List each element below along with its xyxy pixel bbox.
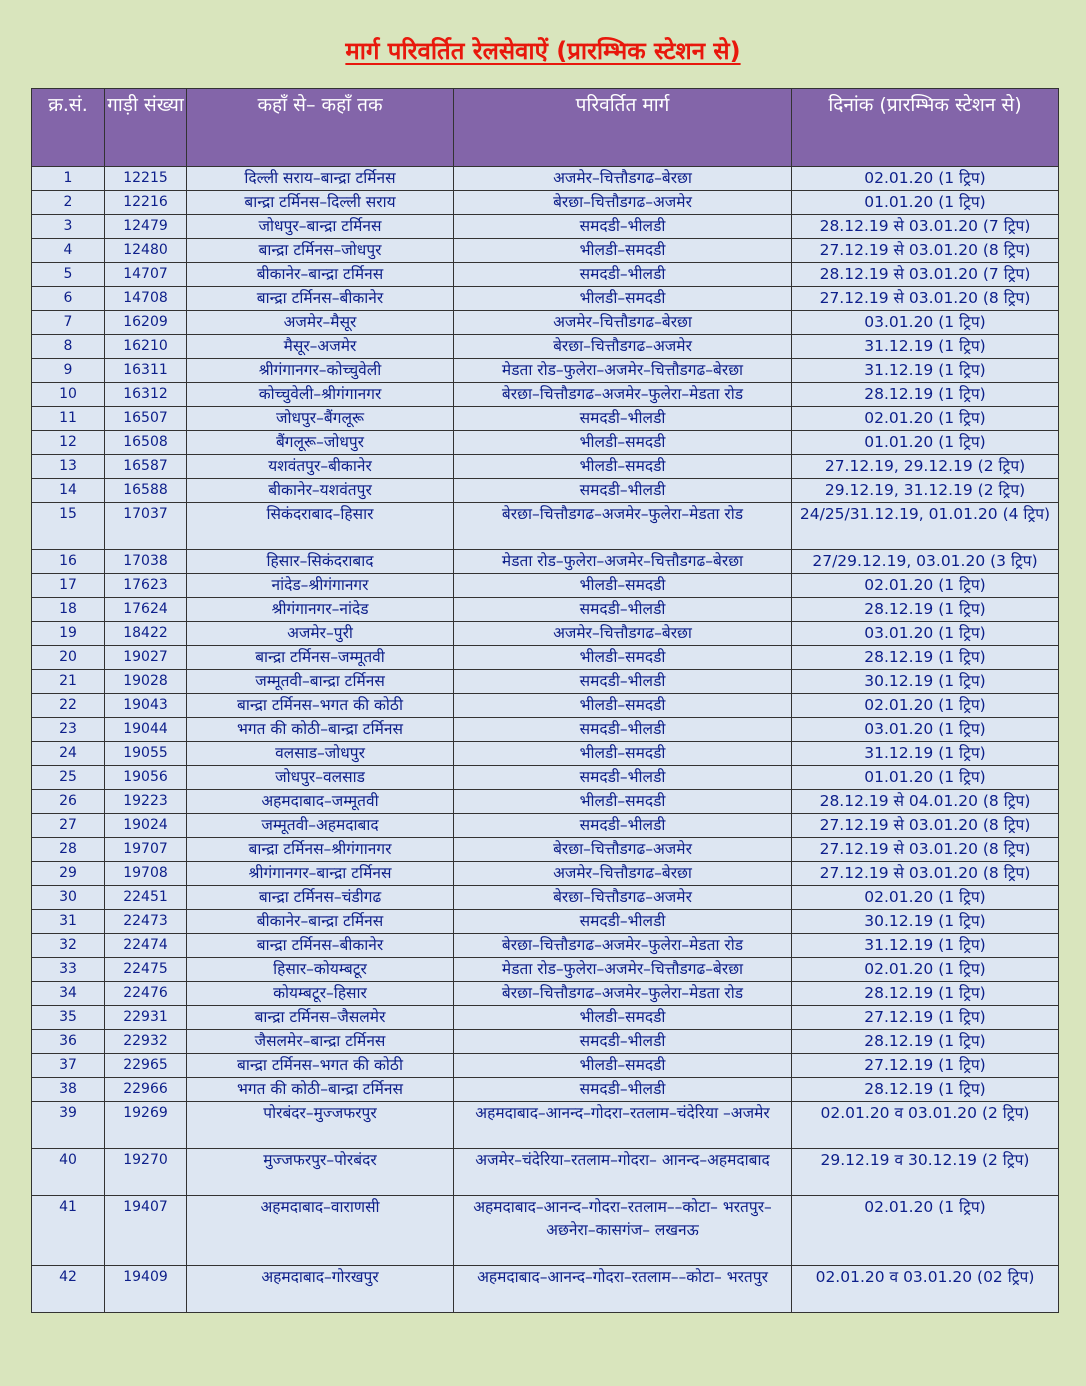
cell-from-to: जोधपुर–बान्द्रा टर्मिनस — [187, 215, 454, 239]
cell-sn: 27 — [32, 814, 105, 838]
cell-from-to: जैसलमेर–बान्द्रा टर्मिनस — [187, 1030, 454, 1054]
cell-date: 28.12.19 (1 ट्रिप) — [792, 598, 1059, 622]
cell-date: 01.01.20 (1 ट्रिप) — [792, 766, 1059, 790]
cell-from-to: जम्मूतवी–अहमदाबाद — [187, 814, 454, 838]
cell-route: समदडी–भीलडी — [454, 1030, 792, 1054]
cell-sn: 32 — [32, 934, 105, 958]
cell-sn: 24 — [32, 742, 105, 766]
cell-date: 31.12.19 (1 ट्रिप) — [792, 335, 1059, 359]
cell-route: समदडी–भीलडी — [454, 479, 792, 503]
header-sn: क्र.सं. — [32, 89, 105, 167]
cell-train-no: 19407 — [105, 1196, 187, 1266]
cell-date: 29.12.19, 31.12.19 (2 ट्रिप) — [792, 479, 1059, 503]
cell-date: 02.01.20 (1 ट्रिप) — [792, 167, 1059, 191]
cell-from-to: भगत की कोठी–बान्द्रा टर्मिनस — [187, 718, 454, 742]
cell-sn: 11 — [32, 407, 105, 431]
cell-sn: 35 — [32, 1006, 105, 1030]
cell-from-to: बान्द्रा टर्मिनस–श्रीगंगानगर — [187, 838, 454, 862]
cell-train-no: 22932 — [105, 1030, 187, 1054]
cell-from-to: कोच्चुवेली–श्रीगंगानगर — [187, 383, 454, 407]
cell-sn: 14 — [32, 479, 105, 503]
cell-date: 28.12.19 (1 ट्रिप) — [792, 982, 1059, 1006]
cell-train-no: 12215 — [105, 167, 187, 191]
cell-route: समदडी–भीलडी — [454, 814, 792, 838]
cell-route: अजमेर–चित्तौडगढ–बेरछा — [454, 311, 792, 335]
cell-from-to: सिकंदराबाद–हिसार — [187, 503, 454, 550]
table-row — [32, 1196, 1059, 1266]
cell-sn: 6 — [32, 287, 105, 311]
cell-date: 02.01.20 (1 ट्रिप) — [792, 407, 1059, 431]
table-row — [32, 239, 1059, 263]
table-header-row — [32, 89, 1059, 167]
cell-route: अजमेर–चित्तौडगढ–बेरछा — [454, 622, 792, 646]
cell-date: 29.12.19 व 30.12.19 (2 ट्रिप) — [792, 1149, 1059, 1196]
cell-date: 28.12.19 (1 ट्रिप) — [792, 1030, 1059, 1054]
cell-route: मेडता रोड–फुलेरा–अजमेर–चित्तौडगढ–बेरछा — [454, 958, 792, 982]
cell-date: 31.12.19 (1 ट्रिप) — [792, 742, 1059, 766]
cell-date: 02.01.20 व 03.01.20 (02 ट्रिप) — [792, 1266, 1059, 1313]
cell-route: बेरछा–चित्तौडगढ–अजमेर–फुलेरा–मेडता रोड — [454, 982, 792, 1006]
cell-train-no: 19223 — [105, 790, 187, 814]
cell-sn: 7 — [32, 311, 105, 335]
cell-route: भीलडी–समदडी — [454, 694, 792, 718]
cell-train-no: 16588 — [105, 479, 187, 503]
cell-route: भीलडी–समदडी — [454, 646, 792, 670]
cell-from-to: अजमेर–मैसूर — [187, 311, 454, 335]
cell-date: 02.01.20 व 03.01.20 (2 ट्रिप) — [792, 1102, 1059, 1149]
table-row — [32, 383, 1059, 407]
table-row — [32, 287, 1059, 311]
cell-train-no: 17038 — [105, 550, 187, 574]
table-row — [32, 694, 1059, 718]
cell-from-to: अजमेर–पुरी — [187, 622, 454, 646]
cell-train-no: 12479 — [105, 215, 187, 239]
cell-date: 28.12.19 (1 ट्रिप) — [792, 1078, 1059, 1102]
header-route: परिवर्तित मार्ग — [454, 89, 792, 167]
cell-route: बेरछा–चित्तौडगढ–अजमेर — [454, 191, 792, 215]
cell-sn: 20 — [32, 646, 105, 670]
cell-from-to: बैंगलूरू–जोधपुर — [187, 431, 454, 455]
cell-date: 27.12.19 से 03.01.20 (8 ट्रिप) — [792, 287, 1059, 311]
cell-sn: 41 — [32, 1196, 105, 1266]
cell-route: भीलडी–समदडी — [454, 1006, 792, 1030]
cell-train-no: 17623 — [105, 574, 187, 598]
cell-from-to: मैसूर–अजमेर — [187, 335, 454, 359]
cell-sn: 13 — [32, 455, 105, 479]
cell-train-no: 17037 — [105, 503, 187, 550]
table-row — [32, 1030, 1059, 1054]
cell-date: 30.12.19 (1 ट्रिप) — [792, 910, 1059, 934]
cell-train-no: 19707 — [105, 838, 187, 862]
cell-sn: 16 — [32, 550, 105, 574]
cell-date: 01.01.20 (1 ट्रिप) — [792, 191, 1059, 215]
table-row — [32, 1102, 1059, 1149]
cell-train-no: 16507 — [105, 407, 187, 431]
cell-route: बेरछा–चित्तौडगढ–अजमेर–फुलेरा–मेडता रोड — [454, 934, 792, 958]
cell-sn: 25 — [32, 766, 105, 790]
cell-route: समदडी–भीलडी — [454, 766, 792, 790]
table-row — [32, 479, 1059, 503]
cell-from-to: बान्द्रा टर्मिनस–जैसलमेर — [187, 1006, 454, 1030]
cell-date: 02.01.20 (1 ट्रिप) — [792, 574, 1059, 598]
cell-date: 27.12.19 से 03.01.20 (8 ट्रिप) — [792, 239, 1059, 263]
cell-from-to: अहमदाबाद–जम्मूतवी — [187, 790, 454, 814]
cell-from-to: जम्मूतवी–बान्द्रा टर्मिनस — [187, 670, 454, 694]
cell-date: 01.01.20 (1 ट्रिप) — [792, 431, 1059, 455]
cell-date: 03.01.20 (1 ट्रिप) — [792, 311, 1059, 335]
cell-route: बेरछा–चित्तौडगढ–अजमेर–फुलेरा–मेडता रोड — [454, 383, 792, 407]
cell-from-to: अहमदाबाद–गोरखपुर — [187, 1266, 454, 1313]
table-row — [32, 790, 1059, 814]
cell-sn: 17 — [32, 574, 105, 598]
cell-from-to: नांदेड–श्रीगंगानगर — [187, 574, 454, 598]
cell-route: समदडी–भीलडी — [454, 1078, 792, 1102]
cell-sn: 2 — [32, 191, 105, 215]
cell-train-no: 19708 — [105, 862, 187, 886]
cell-sn: 9 — [32, 359, 105, 383]
cell-from-to: भगत की कोठी–बान्द्रा टर्मिनस — [187, 1078, 454, 1102]
cell-route: अहमदाबाद–आनन्द–गोदरा–रतलाम––कोटा– भरतपुर–अछनेरा–कासगंज– लखनऊ — [454, 1196, 792, 1266]
cell-train-no: 19044 — [105, 718, 187, 742]
table-row — [32, 550, 1059, 574]
cell-sn: 1 — [32, 167, 105, 191]
cell-from-to: बान्द्रा टर्मिनस–जोधपुर — [187, 239, 454, 263]
cell-date: 27.12.19 से 03.01.20 (8 ट्रिप) — [792, 862, 1059, 886]
cell-date: 28.12.19 से 04.01.20 (8 ट्रिप) — [792, 790, 1059, 814]
cell-sn: 40 — [32, 1149, 105, 1196]
page-title: मार्ग परिवर्तित रेलसेवाऐं (प्रारम्भिक स्टेशन से) — [345, 37, 741, 65]
cell-route: मेडता रोड–फुलेरा–अजमेर–चित्तौडगढ–बेरछा — [454, 550, 792, 574]
cell-from-to: बान्द्रा टर्मिनस–बीकानेर — [187, 934, 454, 958]
cell-from-to: पोरबंदर–मुज्जफरपुर — [187, 1102, 454, 1149]
cell-train-no: 18422 — [105, 622, 187, 646]
cell-sn: 23 — [32, 718, 105, 742]
cell-date: 31.12.19 (1 ट्रिप) — [792, 359, 1059, 383]
cell-from-to: अहमदाबाद–वाराणसी — [187, 1196, 454, 1266]
table-row — [32, 934, 1059, 958]
cell-from-to: बान्द्रा टर्मिनस–जम्मूतवी — [187, 646, 454, 670]
cell-sn: 19 — [32, 622, 105, 646]
cell-date: 27.12.19, 29.12.19 (2 ट्रिप) — [792, 455, 1059, 479]
cell-train-no: 19409 — [105, 1266, 187, 1313]
cell-sn: 12 — [32, 431, 105, 455]
cell-route: बेरछा–चित्तौडगढ–अजमेर–फुलेरा–मेडता रोड — [454, 503, 792, 550]
cell-from-to: बीकानेर–बान्द्रा टर्मिनस — [187, 910, 454, 934]
cell-route: भीलडी–समदडी — [454, 1054, 792, 1078]
cell-train-no: 22931 — [105, 1006, 187, 1030]
cell-route: अजमेर–चंदेरिया–रतलाम–गोदरा– आनन्द–अहमदाबाद — [454, 1149, 792, 1196]
table-row — [32, 622, 1059, 646]
cell-route: समदडी–भीलडी — [454, 407, 792, 431]
cell-from-to: बीकानेर–यशवंतपुर — [187, 479, 454, 503]
cell-date: 27/29.12.19, 03.01.20 (3 ट्रिप) — [792, 550, 1059, 574]
table-row — [32, 1006, 1059, 1030]
cell-train-no: 22474 — [105, 934, 187, 958]
cell-train-no: 14708 — [105, 287, 187, 311]
cell-train-no: 19028 — [105, 670, 187, 694]
cell-train-no: 22965 — [105, 1054, 187, 1078]
cell-train-no: 16587 — [105, 455, 187, 479]
cell-from-to: जोधपुर–वलसाड — [187, 766, 454, 790]
cell-route: भीलडी–समदडी — [454, 287, 792, 311]
cell-train-no: 19027 — [105, 646, 187, 670]
cell-sn: 8 — [32, 335, 105, 359]
cell-sn: 18 — [32, 598, 105, 622]
cell-train-no: 19055 — [105, 742, 187, 766]
table-row — [32, 191, 1059, 215]
cell-sn: 37 — [32, 1054, 105, 1078]
cell-train-no: 16209 — [105, 311, 187, 335]
cell-sn: 36 — [32, 1030, 105, 1054]
cell-train-no: 22475 — [105, 958, 187, 982]
cell-train-no: 19043 — [105, 694, 187, 718]
cell-sn: 4 — [32, 239, 105, 263]
table-row — [32, 670, 1059, 694]
cell-date: 24/25/31.12.19, 01.01.20 (4 ट्रिप) — [792, 503, 1059, 550]
cell-route: समदडी–भीलडी — [454, 670, 792, 694]
table-row — [32, 598, 1059, 622]
cell-route: समदडी–भीलडी — [454, 215, 792, 239]
table-row — [32, 263, 1059, 287]
table-row — [32, 574, 1059, 598]
cell-route: भीलडी–समदडी — [454, 790, 792, 814]
cell-train-no: 22473 — [105, 910, 187, 934]
cell-sn: 42 — [32, 1266, 105, 1313]
table-row — [32, 886, 1059, 910]
table-row — [32, 455, 1059, 479]
cell-sn: 31 — [32, 910, 105, 934]
cell-date: 28.12.19 (1 ट्रिप) — [792, 646, 1059, 670]
cell-date: 27.12.19 (1 ट्रिप) — [792, 1054, 1059, 1078]
cell-sn: 5 — [32, 263, 105, 287]
cell-sn: 29 — [32, 862, 105, 886]
table-row — [32, 982, 1059, 1006]
cell-train-no: 19270 — [105, 1149, 187, 1196]
cell-from-to: श्रीगंगानगर–बान्द्रा टर्मिनस — [187, 862, 454, 886]
cell-sn: 26 — [32, 790, 105, 814]
table-row — [32, 167, 1059, 191]
cell-sn: 33 — [32, 958, 105, 982]
cell-train-no: 16312 — [105, 383, 187, 407]
header-train-no: गाड़ी संख्या — [105, 89, 187, 167]
table-row — [32, 862, 1059, 886]
cell-date: 28.12.19 से 03.01.20 (7 ट्रिप) — [792, 263, 1059, 287]
cell-from-to: मुज्जफरपुर–पोरबंदर — [187, 1149, 454, 1196]
cell-sn: 3 — [32, 215, 105, 239]
cell-route: समदडी–भीलडी — [454, 718, 792, 742]
cell-route: अजमेर–चित्तौडगढ–बेरछा — [454, 862, 792, 886]
cell-train-no: 16311 — [105, 359, 187, 383]
diverted-trains-table — [31, 88, 1059, 1313]
cell-sn: 15 — [32, 503, 105, 550]
table-row — [32, 958, 1059, 982]
cell-route: समदडी–भीलडी — [454, 263, 792, 287]
cell-train-no: 12480 — [105, 239, 187, 263]
cell-date: 27.12.19 से 03.01.20 (8 ट्रिप) — [792, 838, 1059, 862]
cell-train-no: 22476 — [105, 982, 187, 1006]
cell-sn: 30 — [32, 886, 105, 910]
cell-route: अहमदाबाद–आनन्द–गोदरा–रतलाम––कोटा– भरतपुर — [454, 1266, 792, 1313]
cell-date: 30.12.19 (1 ट्रिप) — [792, 670, 1059, 694]
cell-route: अजमेर–चित्तौडगढ–बेरछा — [454, 167, 792, 191]
cell-date: 03.01.20 (1 ट्रिप) — [792, 622, 1059, 646]
table-row — [32, 215, 1059, 239]
cell-train-no: 16210 — [105, 335, 187, 359]
cell-train-no: 12216 — [105, 191, 187, 215]
cell-route: समदडी–भीलडी — [454, 910, 792, 934]
cell-train-no: 22966 — [105, 1078, 187, 1102]
cell-date: 28.12.19 से 03.01.20 (7 ट्रिप) — [792, 215, 1059, 239]
cell-from-to: बीकानेर–बान्द्रा टर्मिनस — [187, 263, 454, 287]
table-row — [32, 1266, 1059, 1313]
cell-date: 02.01.20 (1 ट्रिप) — [792, 958, 1059, 982]
cell-sn: 21 — [32, 670, 105, 694]
header-from-to: कहाँ से– कहाँ तक — [187, 89, 454, 167]
cell-sn: 34 — [32, 982, 105, 1006]
cell-sn: 39 — [32, 1102, 105, 1149]
cell-sn: 28 — [32, 838, 105, 862]
cell-route: बेरछा–चित्तौडगढ–अजमेर — [454, 838, 792, 862]
cell-date: 03.01.20 (1 ट्रिप) — [792, 718, 1059, 742]
table-row — [32, 407, 1059, 431]
cell-from-to: कोयम्बटूर–हिसार — [187, 982, 454, 1006]
cell-route: भीलडी–समदडी — [454, 239, 792, 263]
cell-sn: 22 — [32, 694, 105, 718]
cell-sn: 38 — [32, 1078, 105, 1102]
cell-from-to: बान्द्रा टर्मिनस–बीकानेर — [187, 287, 454, 311]
table-row — [32, 335, 1059, 359]
table-row — [32, 910, 1059, 934]
table-row — [32, 646, 1059, 670]
cell-route: भीलडी–समदडी — [454, 455, 792, 479]
cell-route: बेरछा–चित्तौडगढ–अजमेर — [454, 886, 792, 910]
cell-date: 02.01.20 (1 ट्रिप) — [792, 1196, 1059, 1266]
header-date: दिनांक (प्रारम्भिक स्टेशन से) — [792, 89, 1059, 167]
cell-from-to: यशवंतपुर–बीकानेर — [187, 455, 454, 479]
cell-date: 02.01.20 (1 ट्रिप) — [792, 694, 1059, 718]
table-row — [32, 431, 1059, 455]
cell-from-to: हिसार–कोयम्बटूर — [187, 958, 454, 982]
table-row — [32, 1078, 1059, 1102]
cell-route: भीलडी–समदडी — [454, 574, 792, 598]
table-row — [32, 1054, 1059, 1078]
table-row — [32, 503, 1059, 550]
table-row — [32, 742, 1059, 766]
cell-date: 27.12.19 (1 ट्रिप) — [792, 1006, 1059, 1030]
cell-sn: 10 — [32, 383, 105, 407]
table-row — [32, 311, 1059, 335]
cell-date: 28.12.19 (1 ट्रिप) — [792, 383, 1059, 407]
cell-from-to: बान्द्रा टर्मिनस–भगत की कोठी — [187, 694, 454, 718]
cell-from-to: बान्द्रा टर्मिनस–भगत की कोठी — [187, 1054, 454, 1078]
cell-train-no: 17624 — [105, 598, 187, 622]
cell-from-to: श्रीगंगानगर–कोच्चुवेली — [187, 359, 454, 383]
cell-route: अहमदाबाद–आनन्द–गोदरा–रतलाम–चंदेरिया –अजमेर — [454, 1102, 792, 1149]
cell-date: 27.12.19 से 03.01.20 (8 ट्रिप) — [792, 814, 1059, 838]
cell-from-to: बान्द्रा टर्मिनस–चंडीगढ — [187, 886, 454, 910]
table-row — [32, 814, 1059, 838]
cell-train-no: 14707 — [105, 263, 187, 287]
cell-date: 02.01.20 (1 ट्रिप) — [792, 886, 1059, 910]
cell-train-no: 19269 — [105, 1102, 187, 1149]
table-row — [32, 838, 1059, 862]
cell-route: मेडता रोड–फुलेरा–अजमेर–चित्तौडगढ–बेरछा — [454, 359, 792, 383]
cell-route: समदडी–भीलडी — [454, 598, 792, 622]
table-row — [32, 718, 1059, 742]
cell-from-to: श्रीगंगानगर–नांदेड — [187, 598, 454, 622]
cell-from-to: जोधपुर–बैंगलूरू — [187, 407, 454, 431]
cell-train-no: 19024 — [105, 814, 187, 838]
cell-from-to: वलसाड–जोधपुर — [187, 742, 454, 766]
cell-route: भीलडी–समदडी — [454, 742, 792, 766]
cell-train-no: 22451 — [105, 886, 187, 910]
cell-route: बेरछा–चित्तौडगढ–अजमेर — [454, 335, 792, 359]
cell-from-to: हिसार–सिकंदराबाद — [187, 550, 454, 574]
table-row — [32, 1149, 1059, 1196]
cell-from-to: दिल्ली सराय–बान्द्रा टर्मिनस — [187, 167, 454, 191]
table-row — [32, 359, 1059, 383]
cell-train-no: 19056 — [105, 766, 187, 790]
cell-route: भीलडी–समदडी — [454, 431, 792, 455]
cell-date: 31.12.19 (1 ट्रिप) — [792, 934, 1059, 958]
cell-train-no: 16508 — [105, 431, 187, 455]
cell-from-to: बान्द्रा टर्मिनस–दिल्ली सराय — [187, 191, 454, 215]
table-row — [32, 766, 1059, 790]
